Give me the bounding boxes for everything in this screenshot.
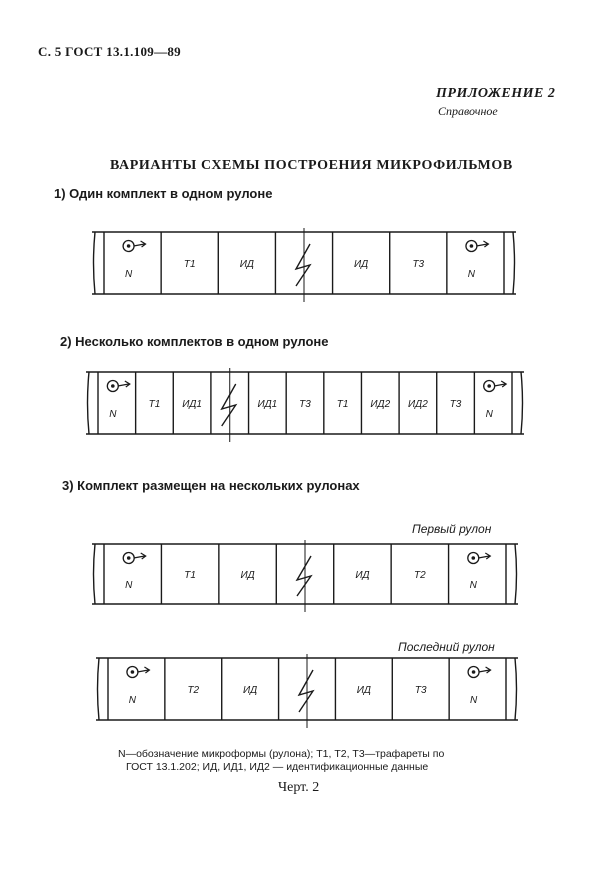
- film-strip-2: [86, 366, 524, 440]
- roll-marker-icon: [466, 241, 489, 252]
- appendix-subtitle: Справочное: [438, 104, 498, 118]
- frame-label: T3: [449, 399, 462, 410]
- roll-marker-label: N: [485, 409, 493, 420]
- frame-label: T1: [183, 259, 196, 270]
- figure-caption: Черт. 2: [278, 780, 320, 795]
- roll-marker-label: N: [109, 409, 117, 420]
- frame-label: ИД: [356, 685, 371, 696]
- roll-marker-icon: [123, 241, 146, 252]
- break-mark: [299, 670, 313, 712]
- film-strip-1: [92, 226, 516, 300]
- main-title: ВАРИАНТЫ СХЕМЫ ПОСТРОЕНИЯ МИКРОФИЛЬМОВ: [110, 158, 513, 173]
- strip-end-left: [98, 658, 100, 720]
- roll-marker-label: N: [128, 695, 137, 706]
- frame-label: ИД: [354, 259, 369, 270]
- frame-label: ИД2: [370, 399, 391, 410]
- roll-marker-icon: [127, 667, 150, 678]
- roll-marker-icon: [123, 553, 146, 564]
- legend-line-1: N—обозначение микроформы (рулона); Т1, Т2, Т3—трафареты по: [118, 748, 445, 760]
- roll-marker-icon: [468, 667, 491, 678]
- strip-end-right: [515, 658, 517, 720]
- section-2-label: 2) Несколько комплектов в одном рулоне: [60, 334, 329, 349]
- section-1-label: 1) Один комплект в одном рулоне: [54, 186, 273, 201]
- roll-label-last: Последний рулон: [398, 640, 495, 654]
- roll-marker-icon: [468, 553, 491, 564]
- frame-label: T1: [148, 399, 161, 410]
- roll-marker-icon: [107, 381, 129, 392]
- frame-label: ИД1: [257, 399, 278, 410]
- roll-marker-label: N: [124, 269, 133, 280]
- break-mark: [297, 556, 311, 596]
- roll-label-first: Первый рулон: [412, 522, 492, 536]
- frame-label: ИД1: [182, 399, 202, 410]
- roll-marker-label: N: [469, 695, 478, 706]
- legend-line-2: ГОСТ 13.1.202; ИД, ИД1, ИД2 — идентификационные данные: [126, 761, 429, 773]
- frame-label: T2: [187, 685, 200, 696]
- frame-label: ИД2: [408, 399, 428, 410]
- strip-end-left: [88, 372, 90, 434]
- strip-end-right: [515, 544, 517, 604]
- roll-marker-label: N: [469, 580, 477, 591]
- section-3-label: 3) Комплект размещен на нескольких рулонах: [62, 478, 360, 493]
- frame-label: T2: [414, 570, 426, 581]
- strip-end-right: [521, 372, 523, 434]
- strip-end-left: [94, 544, 96, 604]
- roll-marker-icon: [484, 381, 507, 392]
- frame-label: ИД: [355, 570, 370, 581]
- frame-label: T3: [414, 685, 427, 696]
- break-mark: [296, 244, 310, 286]
- frame-label: T1: [184, 570, 196, 581]
- film-strip-3a: [92, 538, 518, 610]
- film-strip-3b: [96, 652, 518, 726]
- frame-label: ИД: [239, 259, 254, 270]
- appendix-title: ПРИЛОЖЕНИЕ 2: [436, 86, 556, 101]
- strip-end-left: [94, 232, 96, 294]
- strip-end-right: [513, 232, 515, 294]
- frame-label: ИД: [243, 685, 258, 696]
- frame-label: T3: [412, 259, 425, 270]
- frame-label: T1: [336, 399, 349, 410]
- break-mark: [222, 384, 236, 426]
- frame-label: ИД: [240, 570, 255, 581]
- page-header: С. 5 ГОСТ 13.1.109—89: [38, 44, 181, 59]
- frame-label: T3: [299, 399, 311, 410]
- roll-marker-label: N: [125, 580, 133, 591]
- roll-marker-label: N: [467, 269, 476, 280]
